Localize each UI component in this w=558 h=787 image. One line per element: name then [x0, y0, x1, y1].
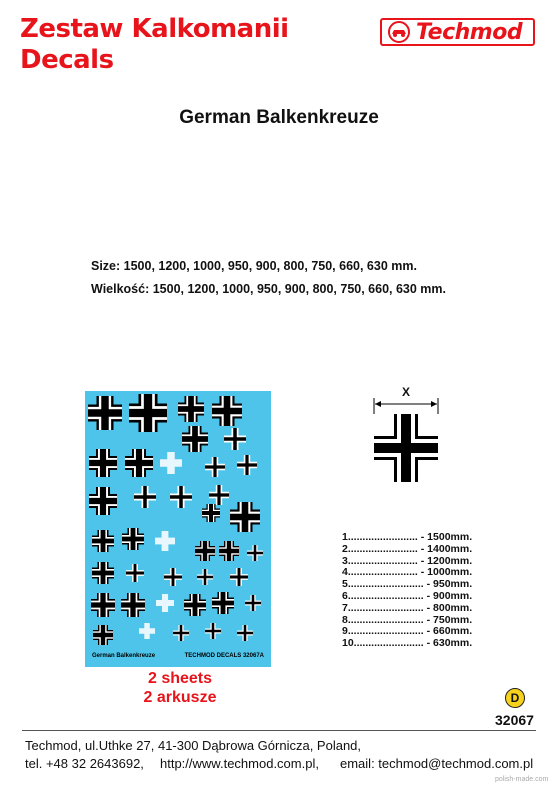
size-list-item: 6.......................... - 900mm. [342, 589, 473, 602]
techmod-logo [380, 18, 535, 46]
balkenkreuz-decal [209, 485, 229, 505]
balkenkreuz-decal [155, 531, 175, 551]
balkenkreuz-decal [247, 545, 263, 561]
watermark: polish-made.com [495, 776, 549, 783]
balkenkreuz-decal [93, 625, 113, 645]
balkenkreuz-decal [92, 562, 114, 584]
size-list-item: 8.......................... - 750mm. [342, 613, 473, 626]
balkenkreuz-icon [374, 414, 438, 482]
size-list-item: 7.......................... - 800mm. [342, 601, 473, 614]
size-text-en: Size: 1500, 1200, 1000, 950, 900, 800, 750, 660, 630 mm. [91, 259, 417, 273]
balkenkreuz-decal [129, 394, 167, 432]
balkenkreuz-decal [237, 625, 253, 641]
size-list [342, 532, 472, 650]
balkenkreuz-decal [197, 569, 213, 585]
size-list-item: 10........................ - 630mm. [342, 637, 473, 650]
balkenkreuz-decal [184, 594, 206, 616]
balkenkreuz-decal [195, 541, 215, 561]
sheets-count-pl: 2 arkusze [143, 689, 217, 706]
balkenkreuz-decal [134, 486, 156, 508]
logo-text: Techmod [416, 19, 523, 45]
size-list-item: 2........................ - 1400mm. [342, 542, 473, 555]
balkenkreuz-decal [182, 426, 208, 452]
balkenkreuz-decal [245, 595, 261, 611]
brand-line-1: Zestaw Kalkomanii [20, 14, 289, 44]
footer-address: Techmod, ul.Uthke 27, 41-300 Dąbrowa Górnicza, Poland, [25, 738, 362, 753]
decal-sheet-caption-right: TECHMOD DECALS 32067A [184, 653, 264, 659]
balkenkreuz-decal [237, 455, 257, 475]
balkenkreuz-decal [126, 564, 144, 582]
brand-line-2: Decals [20, 45, 114, 75]
balkenkreuz-decal [178, 396, 204, 422]
balkenkreuz-decal [212, 592, 234, 614]
page-title: German Balkenkreuze [179, 107, 379, 128]
balkenkreuz-decal [160, 452, 182, 474]
balkenkreuz-decal [91, 593, 115, 617]
size-list-item: 9.......................... - 660mm. [342, 625, 473, 638]
balkenkreuz-decal [89, 449, 117, 477]
balkenkreuz-decal [121, 593, 145, 617]
decal-sheet-caption [92, 653, 264, 659]
car-icon [386, 21, 412, 43]
balkenkreuz-decal [89, 487, 117, 515]
balkenkreuz-decal [205, 457, 225, 477]
balkenkreuz-decal [230, 502, 260, 532]
balkenkreuz-diagram [370, 386, 442, 486]
balkenkreuz-decal [164, 568, 182, 586]
dimension-label: X [401, 385, 410, 399]
size-list-item: 3........................ - 1200mm. [342, 554, 473, 567]
balkenkreuz-decal [173, 625, 189, 641]
footer-web-link[interactable]: http://www.techmod.com.pl, [160, 756, 319, 771]
sheets-count-en: 2 sheets [147, 670, 213, 687]
balkenkreuz-decal [205, 623, 221, 639]
size-text-pl: Wielkość: 1500, 1200, 1000, 950, 900, 800, 750, 660, 630 mm. [91, 282, 447, 296]
balkenkreuz-decal [156, 594, 174, 612]
balkenkreuz-decal [219, 541, 239, 561]
decal-sheet-caption-left: German Balkenkreuze [92, 653, 156, 659]
balkenkreuz-decal [170, 486, 192, 508]
category-badge: D [505, 688, 525, 708]
size-list-item: 1........................ - 1500mm. [342, 531, 473, 543]
balkenkreuz-decal [139, 623, 155, 639]
footer-tel: tel. +48 32 2643692, [25, 756, 144, 771]
decal-sheet-graphic [85, 391, 271, 667]
balkenkreuz-decal [212, 396, 242, 426]
balkenkreuz-decal [230, 568, 248, 586]
footer-email-link[interactable]: email: techmod@techmod.com.pl [340, 756, 534, 771]
balkenkreuz-decal [122, 528, 144, 550]
size-list-item: 4........................ - 1000mm. [342, 566, 473, 579]
balkenkreuz-decal [92, 530, 114, 552]
balkenkreuz-decal [224, 428, 246, 450]
balkenkreuz-decal [88, 396, 122, 430]
balkenkreuz-decal [125, 449, 153, 477]
product-code: 32067 [495, 712, 534, 728]
dimension-arrow [374, 398, 438, 414]
size-list-item: 5.......................... - 950mm. [342, 578, 473, 591]
footer-divider [22, 730, 536, 731]
balkenkreuz-decal [202, 504, 220, 522]
decal-sheet-image [85, 391, 271, 667]
